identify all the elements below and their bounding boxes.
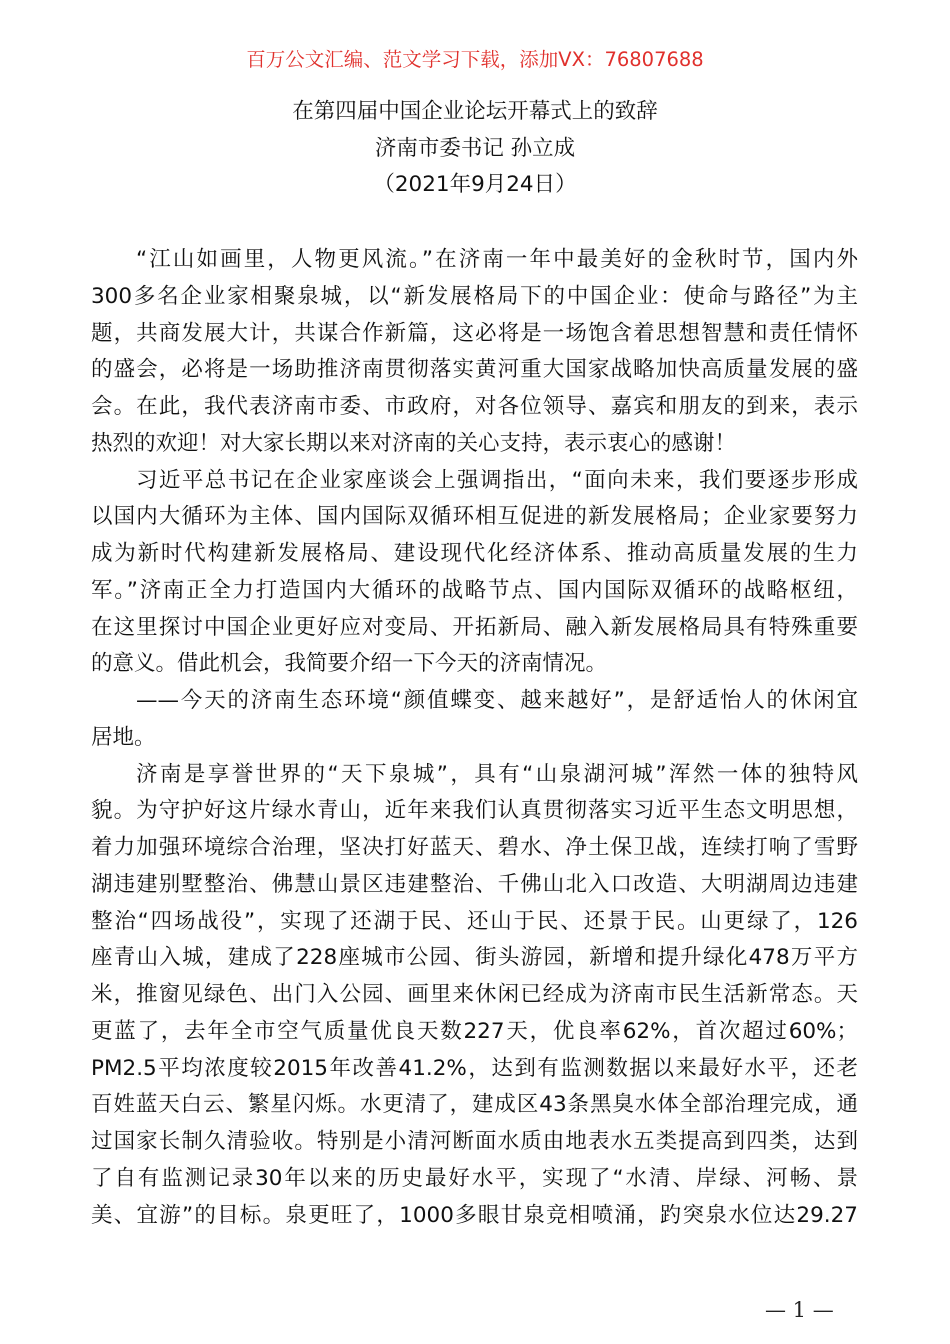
paragraph-line: 以国内大循环为主体、国内国际双循环相互促进的新发展格局；企业家要努力 xyxy=(91,504,858,530)
paragraph-line: “江山如画里，人物更风流。”在济南一年中最美好的金秋时节，国内外 xyxy=(136,247,858,272)
document-author: 济南市委书记 孙立成 xyxy=(374,136,576,161)
paragraph-line: 的盛会，必将是一场助推济南贯彻落实黄河重大国家战略加快高质量发展的盛 xyxy=(91,357,858,383)
paragraph-line: 美、宜游”的目标。泉更旺了，1000多眼甘泉竞相喷涌，趵突泉水位达29.27 xyxy=(91,1202,858,1228)
paragraph-line: 着力加强环境综合治理，坚决打好蓝天、碧水、净土保卫战，连续打响了雪野 xyxy=(91,835,858,860)
paragraph-line: 军。”济南正全力打造国内大循环的战略节点、国内国际双循环的战略枢纽， xyxy=(91,577,858,603)
paragraph-line: 湖违建别墅整治、佛慧山景区违建整治、千佛山北入口改造、大明湖周边违建 xyxy=(91,871,858,897)
document-date: （2021年9月24日） xyxy=(373,172,577,197)
paragraph-line: 了自有监测记录30年以来的历史最好水平，实现了“水清、岸绿、河畅、景 xyxy=(91,1165,858,1191)
paragraph-line: 居地。 xyxy=(91,724,156,750)
paragraph-line: 米，推窗见绿色、出门入公园、画里来休闲已经成为济南市民生活新常态。天 xyxy=(91,982,858,1007)
paragraph-line: 会。在此，我代表济南市委、市政府，对各位领导、嘉宾和朋友的到来，表示 xyxy=(91,394,858,419)
watermark-banner: 百万公文汇编、范文学习下载，添加VX：76807688 xyxy=(246,48,704,71)
page-number: — 1 — xyxy=(765,1298,834,1322)
paragraph-line: ——今天的济南生态环境“颜值蝶变、越来越好”，是舒适怡人的休闲宜 xyxy=(136,688,858,713)
paragraph-line: 更蓝了，去年全市空气质量优良天数227天，优良率62%，首次超过60%； xyxy=(91,1018,858,1044)
paragraph-line: 百姓蓝天白云、繁星闪烁。水更清了，建成区43条黑臭水体全部治理完成，通 xyxy=(91,1092,858,1118)
paragraph-line: 300多名企业家相聚泉城，以“新发展格局下的中国企业：使命与路径”为主 xyxy=(91,283,858,309)
paragraph-line: 过国家长制久清验收。特别是小清河断面水质由地表水五类提高到四类，达到 xyxy=(91,1129,858,1154)
paragraph-line: 的意义。借此机会，我简要介绍一下今天的济南情况。 xyxy=(91,651,608,677)
document-body xyxy=(91,242,858,1234)
document-title: 在第四届中国企业论坛开幕式上的致辞 xyxy=(292,99,658,124)
paragraph-line: 整治“四场战役”，实现了还湖于民、还山于民、还景于民。山更绿了，126 xyxy=(91,908,858,934)
paragraph-line: 热烈的欢迎！对大家长期以来对济南的关心支持，表示衷心的感谢！ xyxy=(91,430,737,456)
paragraph-line: 题，共商发展大计，共谋合作新篇，这必将是一场饱含着思想智慧和责任情怀 xyxy=(91,320,858,346)
paragraph-line: 貌。为守护好这片绿水青山，近年来我们认真贯彻落实习近平生态文明思想， xyxy=(91,798,858,824)
paragraph-line: 座青山入城，建成了228座城市公园、街头游园，新增和提升绿化478万平方 xyxy=(91,945,858,971)
paragraph-line: 成为新时代构建新发展格局、建设现代化经济体系、推动高质量发展的生力 xyxy=(91,541,858,566)
paragraph-line: 济南是享誉世界的“天下泉城”，具有“山泉湖河城”浑然一体的独特风 xyxy=(136,761,858,787)
paragraph-line: 在这里探讨中国企业更好应对变局、开拓新局、融入新发展格局具有特殊重要 xyxy=(91,614,858,640)
paragraph-line: 习近平总书记在企业家座谈会上强调指出，“面向未来，我们要逐步形成 xyxy=(136,467,858,493)
paragraph-line: PM2.5平均浓度较2015年改善41.2%，达到有监测数据以来最好水平，还老 xyxy=(91,1055,858,1081)
